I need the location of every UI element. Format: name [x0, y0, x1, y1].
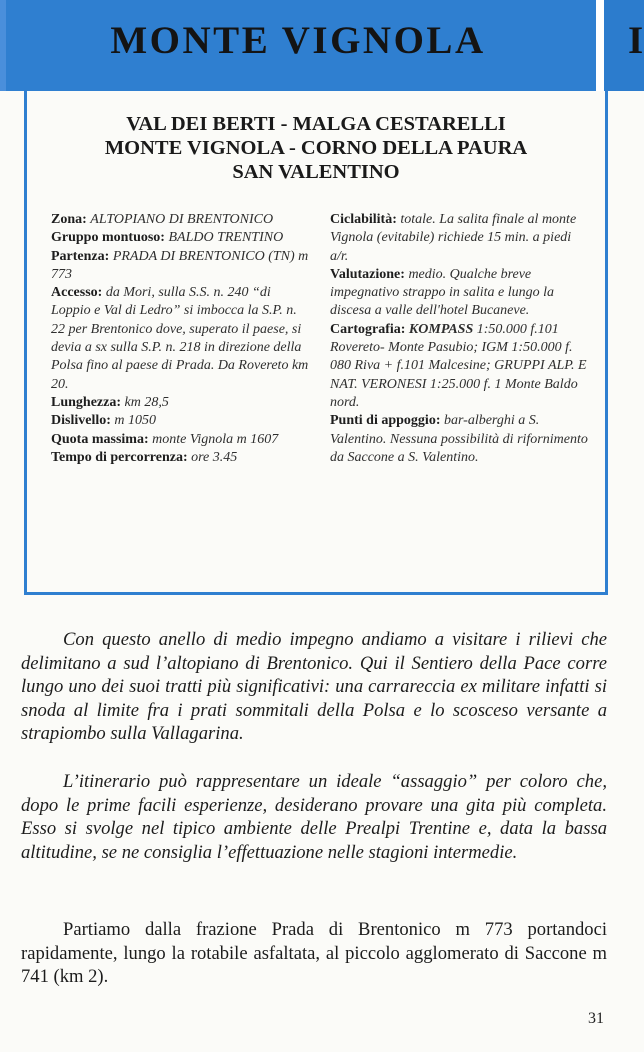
info-column-left — [51, 211, 313, 467]
info-dislivello: Dislivello: m 1050 — [51, 413, 157, 429]
page-number: 31 — [588, 1010, 604, 1027]
info-partenza: Partenza: PRADA DI BRENTONICO (TN) m 773 — [51, 248, 309, 282]
body-paragraph: L’itinerario può rappresentare un ideale “assaggio” per coloro che, dopo le prime facili esperienze, desiderano provare una gita più completa. Esso si svolge nel tipico ambiente delle Prealpi Trentine e, data la bassa altitudine, se ne consiglia l’effettuazione nelle stagioni intermedie. — [21, 771, 607, 863]
route-heading — [26, 112, 606, 184]
info-zona: Zona: ALTOPIANO DI BRENTONICO — [51, 212, 274, 227]
info-box-bottom-border — [24, 592, 608, 595]
info-accesso: Accesso: da Mori, sulla S.S. n. 240 “di Loppio e Val di Ledro” si imbocca la S.P. n. 22 per Brentonico dove, superato il paese, si devia a sx sulla S.P. n. 218 in direzione della Polsa fino al paese di Prada. Da Rovereto km 20. — [51, 285, 309, 392]
info-punti-appoggio: Punti di appoggio: bar-alberghi a S. Valentino. Nessuna possibilità di rifornimento da Saccone a S. Valentino. — [330, 413, 588, 465]
route-line: MONTE VIGNOLA - CORNO DELLA PAURA — [104, 137, 528, 159]
info-valutazione: Valutazione: medio. Qualche breve impegnativo strappo in salita e lungo la discesa a valle dell'hotel Bucaneve. — [330, 266, 554, 319]
body-paragraph: Partiamo dalla frazione Prada di Brentonico m 773 portandoci rapidamente, lungo la rotabile asfaltata, al piccolo agglomerato di Saccone m 741 (km 2). — [21, 919, 607, 988]
info-column-right — [330, 211, 592, 467]
body-paragraph: Con questo anello di medio impegno andiamo a visitare i rilievi che delimitano a sud l’altopiano di Brentonico. Qui il Sentiero della Pace corre lungo uno dei suoi tratti più significativi: una carrareccia ex militare infatti si snoda al limite fra i prati sommitali della Polsa e lo scosceso versante a strapiombo sulla Vallagarina. — [21, 629, 607, 745]
info-ciclabilita: Ciclabilità: totale. La salita finale al monte Vignola (evitabile) richiede 15 min. a piedi a/r. — [330, 212, 577, 264]
page-gutter-strip — [596, 0, 604, 91]
info-tempo: Tempo di percorrenza: ore 3.45 — [51, 449, 238, 465]
info-cartografia: Cartografia: KOMPASS 1:50.000 f.101 Rovereto- Monte Pasubio; IGM 1:50.000 f. 080 Riva + f.101 Malcesine; GRUPPI ALP. E NAT. VERONESI 1:25.000 f. 1 Monte Baldo nord. — [330, 321, 587, 410]
info-lunghezza: Lunghezza: km 28,5 — [51, 394, 169, 410]
route-line: VAL DEI BERTI - MALGA CESTARELLI — [126, 113, 506, 135]
page-title: MONTE VIGNOLA — [110, 19, 486, 62]
info-gruppo: Gruppo montuoso: BALDO TRENTINO — [51, 230, 284, 246]
route-line: SAN VALENTINO — [232, 161, 400, 183]
info-quota-massima: Quota massima: monte Vignola m 1607 — [51, 431, 279, 447]
adjacent-page-letter: I — [628, 19, 644, 62]
